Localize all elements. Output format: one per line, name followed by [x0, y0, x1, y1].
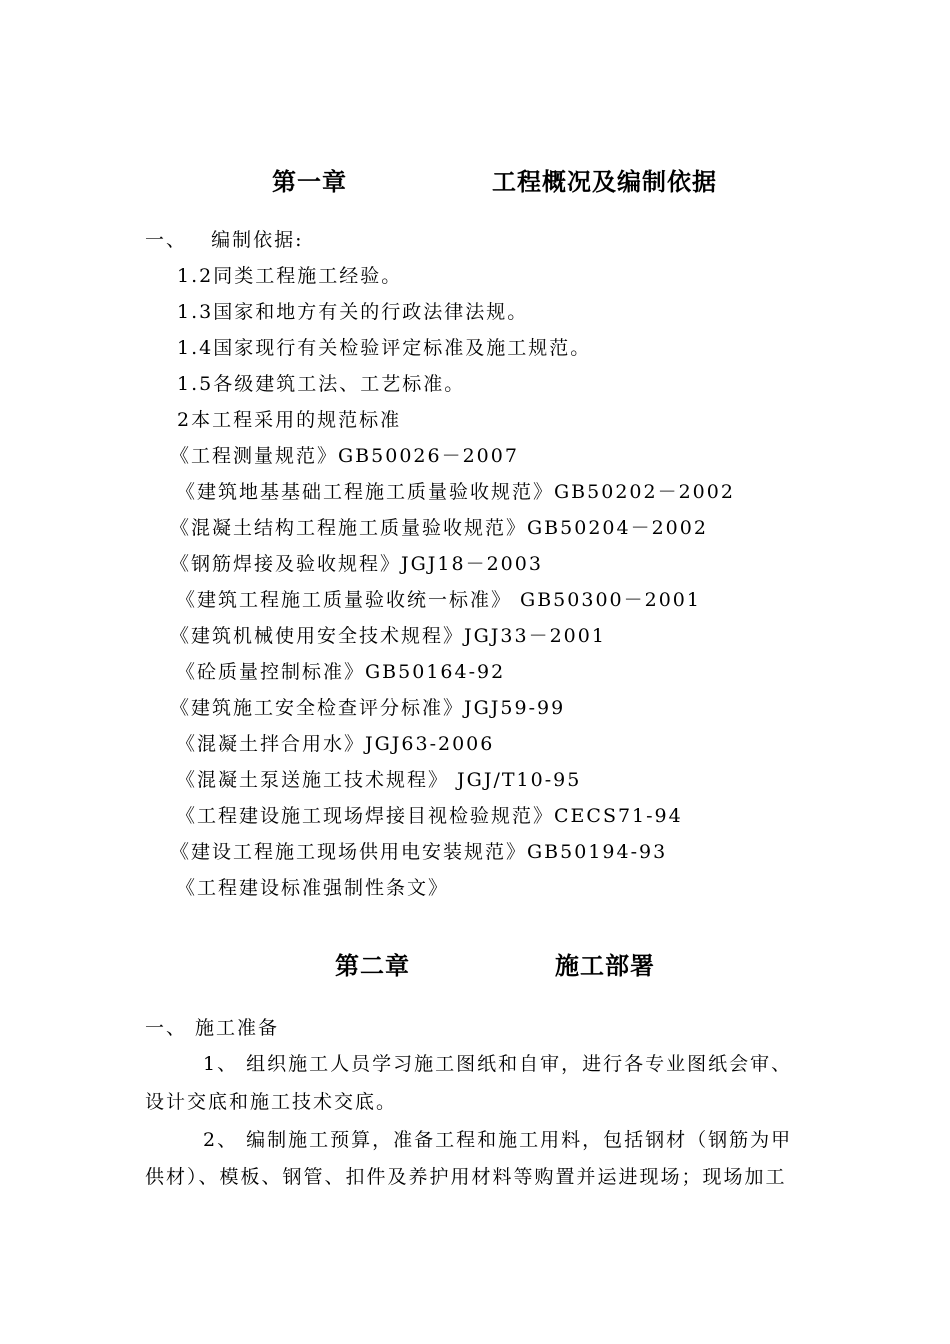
standard-item: 《工程建设施工现场焊接目视检验规范》CECS71-94: [176, 805, 683, 827]
preparation-paragraph: 1、 组织施工人员学习施工图纸和自审，进行各专业图纸会审、: [203, 1053, 793, 1075]
basis-item: 1.5各级建筑工法、工艺标准。: [177, 373, 466, 395]
standard-item: 《建筑施工安全检查评分标准》JGJ59-99: [170, 697, 566, 719]
preparation-paragraph: 设计交底和施工技术交底。: [145, 1091, 398, 1113]
standard-item: 《建筑地基基础工程施工质量验收规范》GB50202－2002: [176, 481, 735, 503]
basis-item: 1.3国家和地方有关的行政法律法规。: [177, 301, 529, 323]
basis-item: 2本工程采用的规范标准: [177, 409, 402, 431]
standard-item: 《建设工程施工现场供用电安装规范》GB50194-93: [170, 841, 668, 863]
section-2-heading: 一、 施工准备: [145, 1017, 280, 1039]
standard-item: 《工程建设标准强制性条文》: [176, 877, 450, 899]
section-1-heading: 一、 编制依据:: [145, 229, 304, 251]
standard-item: 《混凝土泵送施工技术规程》 JGJ/T10-95: [176, 769, 582, 791]
standard-item: 《建筑工程施工质量验收统一标准》 GB50300－2001: [176, 589, 701, 611]
standard-item: 《工程测量规范》GB50026－2007: [170, 445, 519, 467]
standard-item: 《混凝土结构工程施工质量验收规范》GB50204－2002: [170, 517, 708, 539]
standard-item: 《建筑机械使用安全技术规程》JGJ33－2001: [170, 625, 606, 647]
basis-item: 1.4国家现行有关检验评定标准及施工规范。: [177, 337, 592, 359]
chapter-1-number: 第一章: [272, 168, 347, 196]
preparation-paragraph: 2、 编制施工预算，准备工程和施工用料，包括钢材（钢筋为甲: [203, 1129, 793, 1151]
standard-item: 《砼质量控制标准》GB50164-92: [176, 661, 506, 683]
chapter-2-title: 施工部署: [555, 952, 655, 980]
preparation-paragraph: 供材）、模板、钢管、扣件及养护用材料等购置并运进现场；现场加工: [145, 1166, 787, 1188]
chapter-1-title: 工程概况及编制依据: [492, 168, 717, 196]
chapter-2-number: 第二章: [335, 952, 410, 980]
standard-item: 《混凝土拌合用水》JGJ63-2006: [176, 733, 495, 755]
basis-item: 1.2同类工程施工经验。: [177, 265, 403, 287]
standard-item: 《钢筋焊接及验收规程》JGJ18－2003: [170, 553, 543, 575]
